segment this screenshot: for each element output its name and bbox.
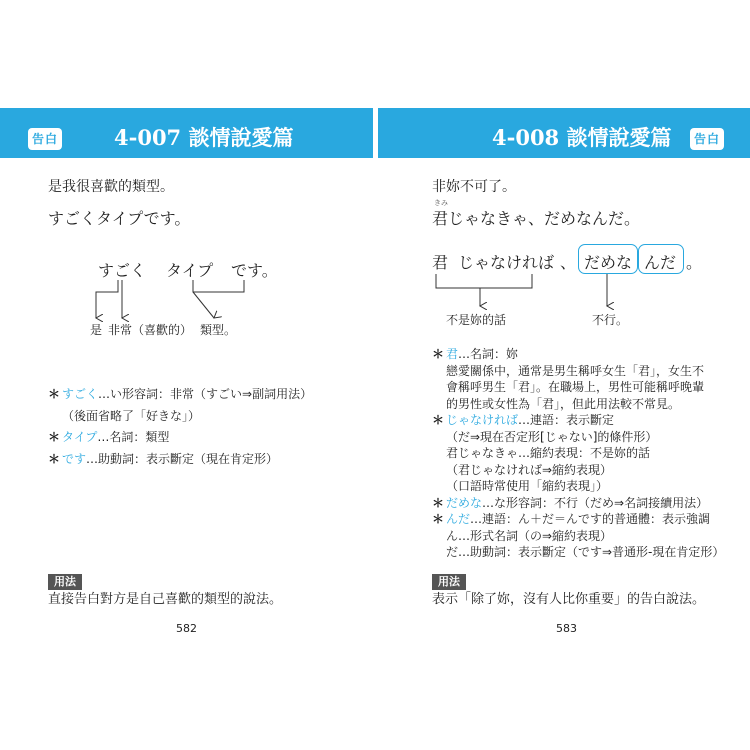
left-chapter-title: 4-007 談情說愛篇 — [114, 125, 294, 150]
right-note-1: ＊ 君…名詞：妳 — [432, 347, 519, 361]
right-diagram-word-3: 、 — [560, 253, 577, 272]
left-note-4: ＊ です…助動詞：表示斷定（現在肯定形） — [48, 451, 279, 466]
right-japanese-sentence: 君じゃなきゃ、だめなんだ。 — [432, 209, 641, 228]
right-note-10: ＊ だめな…な形容詞：不行（だめ⇒名詞接續用法） — [432, 495, 709, 510]
right-gloss-2: 不行。 — [592, 313, 629, 327]
left-diagram-word-1: すごく — [98, 261, 147, 280]
left-notes — [48, 386, 312, 467]
right-diagram-word-1: 君 — [432, 253, 449, 272]
right-note-3: 會稱呼男生「君」。在職場上，男性可能稱呼晚輩 — [446, 380, 705, 394]
left-category-tag: 告白 — [28, 128, 62, 150]
right-note-6: （だ⇒現在否定形[じゃない]的條件形） — [446, 429, 658, 444]
right-note-11: ＊ んだ…連語：ん＋だ＝んです的普通體：表示強調 — [432, 512, 711, 526]
right-diagram-word-4: だめな — [584, 253, 633, 272]
right-usage-label: 用法 — [432, 574, 466, 590]
left-usage-text: 直接告白對方是自己喜歡的類型的說法。 — [48, 592, 283, 607]
left-japanese-sentence: すごくタイプです。 — [48, 209, 191, 228]
left-note-3: ＊ タイプ…名詞：類型 — [48, 430, 170, 444]
right-diagram-word-6: 。 — [686, 253, 703, 272]
left-diagram-lines — [96, 280, 244, 318]
page-gutter — [373, 108, 378, 158]
left-gloss-2: 非常（喜歡的） — [108, 323, 193, 337]
right-note-9: （口語時常使用「縮約表現」） — [446, 479, 609, 493]
right-diagram-lines — [436, 274, 607, 306]
left-diagram-word-3: です。 — [231, 261, 278, 280]
right-note-5: ＊ じゃなければ…連語：表示斷定 — [432, 413, 615, 427]
right-usage-text: 表示「除了妳，沒有人比你重要」的告白說法。 — [432, 592, 706, 607]
left-diagram-word-2: タイプ — [166, 261, 214, 280]
right-chinese-sentence: 非妳不可了。 — [432, 179, 516, 195]
right-note-8: （君じゃなければ⇒縮約表現） — [446, 462, 613, 477]
left-usage-label: 用法 — [48, 574, 82, 590]
left-chinese-sentence: 是我很喜歡的類型。 — [48, 179, 174, 195]
right-note-12: ん…形式名詞（の⇒縮約表現） — [446, 528, 613, 543]
right-ruby-reading: きみ — [434, 199, 448, 207]
right-note-7: 君じゃなきゃ…縮約表現：不是妳的話 — [446, 446, 651, 460]
right-note-13: だ…助動詞：表示斷定（です⇒普通形-現在肯定形） — [446, 545, 725, 559]
right-gloss-1: 不是妳的話 — [446, 313, 507, 327]
left-note-2: （後面省略了「好きな」） — [62, 408, 201, 423]
right-diagram-word-2: じゃなければ — [458, 253, 555, 272]
left-note-1: ＊ すごく…い形容詞：非常（すごい⇒副詞用法） — [48, 387, 313, 401]
left-gloss-3: 類型。 — [200, 323, 237, 337]
left-page-number: 582 — [176, 622, 197, 635]
right-page-number: 583 — [556, 622, 577, 635]
left-gloss-1: 是 — [90, 323, 103, 337]
right-notes — [432, 346, 724, 561]
right-note-2: 戀愛關係中，通常是男生稱呼女生「君」，女生不 — [446, 363, 705, 378]
right-diagram-word-5: んだ — [644, 253, 677, 272]
right-note-4: 的男性或女性為「君」，但此用法較不常見。 — [446, 396, 681, 411]
right-chapter-title: 4-008 談情說愛篇 — [492, 125, 672, 150]
right-category-tag: 告白 — [690, 128, 724, 150]
